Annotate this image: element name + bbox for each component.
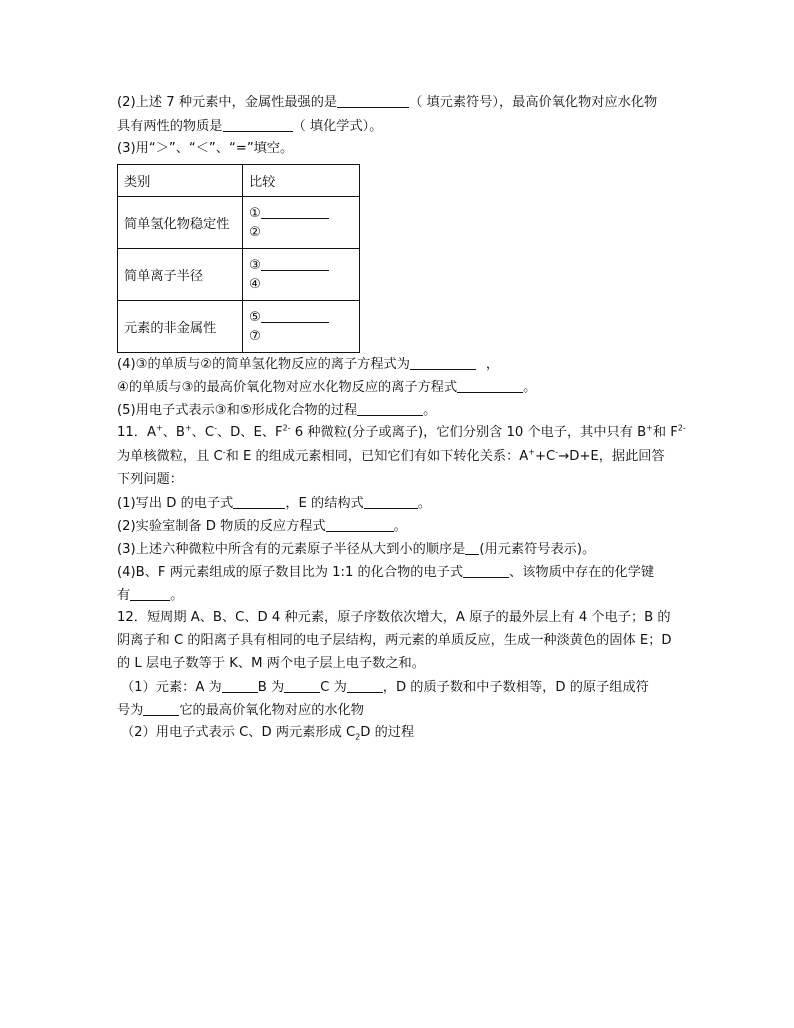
- q12-part1-line2: 号为 它的最高价氧化物对应的水化物: [117, 703, 364, 718]
- answer-blank: [410, 355, 476, 370]
- table-row: 简单氢化物稳定性 ① ②: [118, 197, 360, 249]
- q11-part2: (2)实验室制备 D 物质的反应方程式 。: [117, 519, 407, 534]
- answer-blank: [222, 678, 258, 693]
- answer-blank: [364, 494, 418, 509]
- answer-blank: [261, 308, 329, 323]
- q10-part2-line1: (2)上述 7 种元素中，金属性最强的是 （ 填元素符号），最高价氧化物对应水化物: [117, 95, 658, 110]
- table-header-row: [118, 165, 360, 197]
- q11-stem-line3: 下列问题：: [117, 472, 183, 487]
- answer-blank: [347, 678, 383, 693]
- q11-part3: (3)上述六种微粒中所含有的元素原子半径从大到小的顺序是 (用元素符号表示)。: [117, 542, 596, 557]
- answer-blank: [463, 563, 509, 578]
- answer-blank: [143, 701, 179, 716]
- q11-part4-line2: 有 。: [117, 588, 184, 603]
- q10-part2-line2: 具有两性的物质是 （ 填化学式）。: [117, 119, 383, 134]
- answer-blank: [284, 678, 320, 693]
- q12-part2: （2）用电子式表示 C、D 两元素形成 $C_2D$ 的过程: [121, 725, 415, 742]
- answer-blank: [233, 494, 285, 509]
- q10-part3-instruction: (3)用“＞”、“＜”、“=”填空。: [117, 141, 294, 156]
- table-row: 元素的非金属性 ⑤ ⑦: [118, 301, 360, 353]
- answer-blank: [465, 540, 479, 555]
- q12-stem-line1: 12．短周期 A、B、C、D 4 种元素，原子序数依次增大，A 原子的最外层上有 4 个电子；B 的: [117, 610, 671, 625]
- table-row: 简单离子半径 ③ ④: [118, 249, 360, 301]
- answer-blank: [223, 117, 293, 132]
- answer-blank: [457, 378, 523, 393]
- answer-blank: [337, 93, 409, 108]
- q12-part1-line1: （1）元素：A 为 B 为 C 为 ，D 的质子数和中子数相等，D 的原子组成符: [121, 680, 649, 695]
- answer-blank: [261, 256, 329, 271]
- q11-part4-line1: (4)B、F 两元素组成的原子数目比为 1:1 的化合物的电子式 、该物质中存在的化学键: [117, 565, 655, 580]
- header-category: 类别: [118, 165, 243, 197]
- q12-stem-line3: 的 L 层电子数等于 K、M 两个电子层上电子数之和。: [117, 656, 425, 671]
- q12-stem-line2: 阴离子和 C 的阳离子具有相同的电子层结构，两元素的单质反应，生成一种淡黄色的固体 E；D: [117, 633, 672, 648]
- answer-blank: [357, 401, 423, 416]
- header-compare: 比较: [243, 165, 360, 197]
- answer-blank: [326, 517, 394, 532]
- comparison-table: [117, 164, 360, 353]
- q10-part5: (5)用电子式表示③和⑤形成化合物的过程 。: [117, 403, 437, 418]
- q11-part1: (1)写出 D 的电子式 ，E 的结构式 。: [117, 496, 431, 511]
- q11-stem-line2: 为单核微粒，且 C-和 E 的组成元素相同，已知它们有如下转化关系：A++C-→D+E，据此回答: [117, 447, 665, 464]
- answer-blank: [261, 204, 329, 219]
- q10-part4-line2: ④的单质与③的最高价氧化物对应水化物反应的离子方程式 。: [117, 380, 537, 395]
- q11-stem-line1: 11．A+、B+、C-、D、E、$F^{2-}$ 6 种微粒(分子或离子)，它们分别含 10 个电子，其中只有 B+和 $F^{2-}$: [117, 423, 686, 440]
- q10-part4-line1: (4)③的单质与②的简单氢化物反应的离子方程式为 ，: [117, 357, 500, 372]
- answer-blank: [130, 586, 170, 601]
